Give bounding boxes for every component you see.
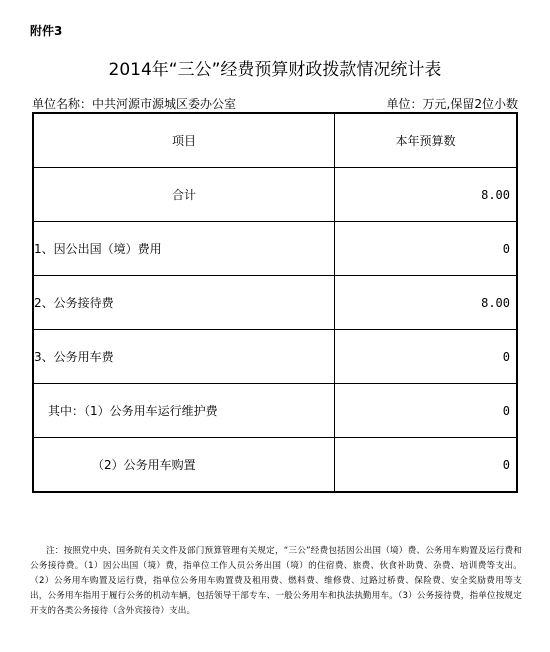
table-row-reception bbox=[33, 276, 517, 330]
table-row-vehicle bbox=[33, 330, 517, 384]
table-row-vehicle-operation bbox=[33, 384, 517, 438]
row-value-reception: 8.00 bbox=[335, 276, 518, 330]
unit-row bbox=[32, 95, 518, 112]
budget-table bbox=[32, 112, 518, 493]
header-budget: 本年预算数 bbox=[335, 113, 518, 168]
row-item-travel: 1、因公出国（境）费用 bbox=[33, 222, 335, 276]
row-item-vehicle-operation: 其中：（1）公务用车运行维护费 bbox=[33, 384, 335, 438]
unit-name: 单位名称：中共河源市源城区委办公室 bbox=[32, 97, 237, 111]
table-row-travel bbox=[33, 222, 517, 276]
table-row-vehicle-purchase bbox=[33, 438, 517, 493]
row-value-travel: 0 bbox=[335, 222, 518, 276]
footnote: 注：按照党中央、国务院有关文件及部门预算管理有关规定，“三公”经费包括因公出国（境）费、公务用车购置及运行费和公务接待费。（1）因公出国（境）费，指单位工作人员公务出国（境）的住宿费、旅费、伙食补助费、杂费、培训费等支出。（2）公务用车购置及运行费，指单位公务用车购置费及租用费、燃料费、维修费、过路过桥费、保险费、安全奖励费用等支出，公务用车指用于履行公务的机动车辆，包括领导干部专车、一般公务用车和执法执勤用车。（3）公务接待费，指单位按规定开支的各类公务接待（含外宾接待）支出。 bbox=[30, 546, 522, 616]
row-value-vehicle: 0 bbox=[335, 330, 518, 384]
row-value-vehicle-operation: 0 bbox=[335, 384, 518, 438]
attachment-label: 附件3 bbox=[30, 24, 63, 38]
row-item-vehicle-purchase: （2）公务用车购置 bbox=[33, 438, 335, 493]
row-value-total: 8.00 bbox=[335, 168, 518, 222]
header-item: 项目 bbox=[33, 113, 335, 168]
table-header-row bbox=[33, 113, 517, 168]
table-row-total bbox=[33, 168, 517, 222]
unit-note: 单位：万元,保留2位小数 bbox=[386, 97, 518, 111]
row-value-vehicle-purchase: 0 bbox=[335, 438, 518, 493]
row-item-reception: 2、公务接待费 bbox=[33, 276, 335, 330]
row-item-total: 合计 bbox=[33, 168, 335, 222]
page-title: 2014年“三公”经费预算财政拨款情况统计表 bbox=[108, 60, 442, 80]
row-item-vehicle: 3、公务用车费 bbox=[33, 330, 335, 384]
